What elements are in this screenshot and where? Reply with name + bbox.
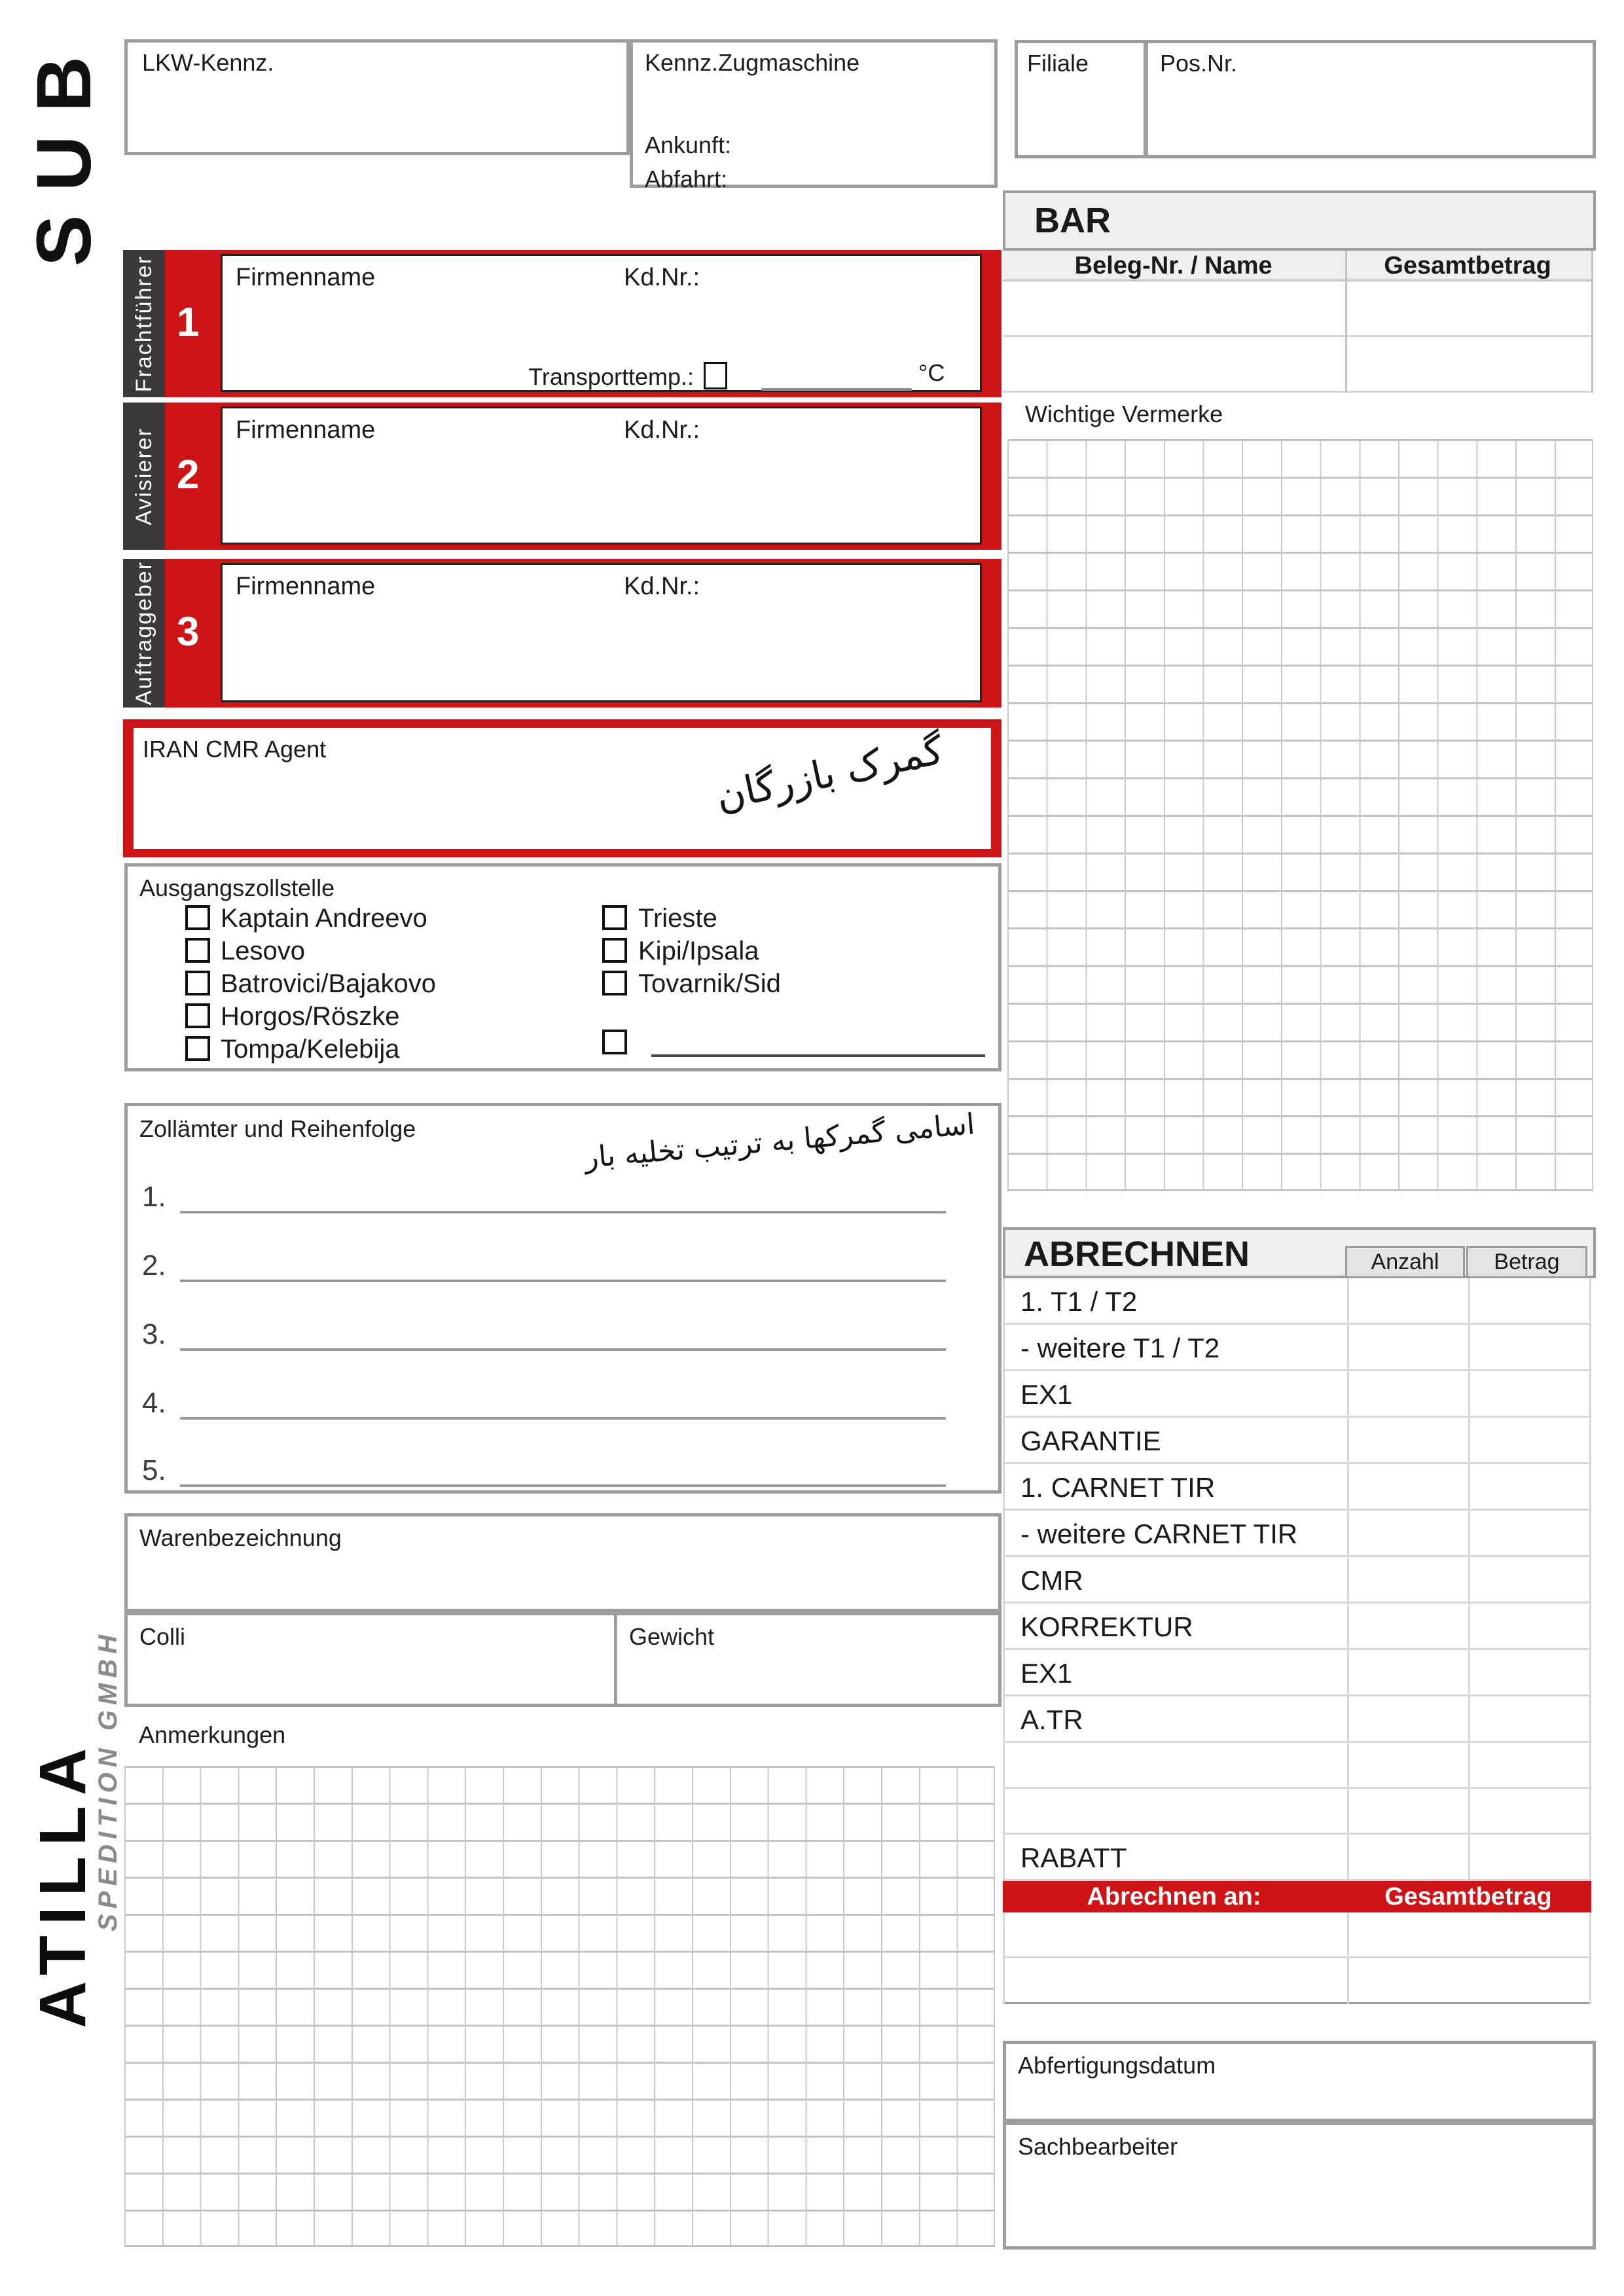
bar-table: [1003, 251, 1593, 393]
abrechnen-divider-betrag: [1468, 1278, 1470, 1881]
checkbox-trieste[interactable]: [602, 905, 627, 930]
option-trieste: Trieste: [638, 904, 717, 933]
option-batrovici-bajakovo: Batrovici/Bajakovo: [221, 969, 437, 998]
zoll-line-4[interactable]: [180, 1384, 946, 1420]
zoll-line-5[interactable]: [180, 1452, 946, 1487]
section-number-1: 1: [177, 300, 200, 345]
option-tovarnik-sid: Tovarnik/Sid: [638, 969, 781, 998]
avisierer-firmenname-box[interactable]: [221, 406, 982, 545]
checkbox-batrovici-bajakovo[interactable]: [185, 971, 210, 996]
frachtfuehrer-firmenname-box[interactable]: [221, 254, 982, 392]
abrechnen-table: [1003, 1278, 1591, 2004]
ausgangszollstelle-box: [124, 863, 1001, 1071]
iran-cmr-agent-label: IRAN CMR Agent: [143, 736, 327, 762]
auftraggeber-red-panel: [165, 559, 1001, 708]
zollaemter-handwriting: اسامی گمرکها به ترتیب تخلیه بار: [583, 1107, 977, 1175]
abrechnen-footer-bar: [1003, 1881, 1591, 1912]
auftraggeber-strip: [123, 559, 165, 708]
zoll-line-1[interactable]: [180, 1178, 946, 1213]
ankunft-label: Ankunft:: [645, 132, 732, 158]
wichtige-vermerke-grid[interactable]: [1007, 439, 1593, 1191]
warenbezeichnung-box[interactable]: [124, 1513, 1001, 1612]
abrechnen-row-rabatt[interactable]: RABATT: [1005, 1835, 1589, 1881]
frachtfuehrer-red-panel: [165, 250, 1001, 397]
frachtfuehrer-label: Frachtführer: [131, 255, 156, 393]
abrechnen-row-garantie[interactable]: GARANTIE: [1005, 1418, 1589, 1464]
transporttemp-unit: °C: [918, 359, 945, 386]
filiale-box[interactable]: [1015, 40, 1147, 158]
kd-nr-label-3: Kd.Nr.:: [624, 573, 700, 600]
checkbox-tompa-kelebija[interactable]: [185, 1036, 210, 1061]
abfertigungsdatum-box[interactable]: [1003, 2041, 1596, 2122]
avisierer-red-panel: [165, 403, 1001, 550]
abrechnen-row-cmr[interactable]: CMR: [1005, 1557, 1589, 1604]
sachbearbeiter-label: Sachbearbeiter: [1018, 2133, 1178, 2160]
firmenname-label-1: Firmenname: [236, 264, 376, 291]
sachbearbeiter-box[interactable]: [1003, 2122, 1596, 2250]
abrechnen-divider-anzahl: [1347, 1278, 1349, 1881]
anzahl-column-header: Anzahl: [1345, 1246, 1465, 1278]
section-number-3: 3: [177, 609, 200, 655]
atilla-logo-text: ATILLA: [26, 1738, 99, 2029]
anmerkungen-label: Anmerkungen: [139, 1721, 286, 1748]
line-number-4: 4.: [142, 1387, 166, 1419]
beleg-nr-name-header: Beleg-Nr. / Name: [1074, 252, 1272, 279]
firmenname-label-3: Firmenname: [236, 573, 376, 600]
bar-row-1[interactable]: [1003, 281, 1591, 337]
sub-logo: [18, 33, 110, 288]
abrechnen-row-weitere-t1t2[interactable]: - weitere T1 / T2: [1005, 1325, 1589, 1371]
checkbox-other-zollstelle[interactable]: [602, 1030, 627, 1054]
pos-nr-label: Pos.Nr.: [1160, 50, 1238, 77]
checkbox-lesovo[interactable]: [185, 938, 210, 963]
kd-nr-label-1: Kd.Nr.:: [624, 264, 700, 291]
abrechnen-row-weitere-carnet-tir[interactable]: - weitere CARNET TIR: [1005, 1511, 1589, 1557]
option-tompa-kelebija: Tompa/Kelebija: [221, 1035, 400, 1064]
abrechnen-row-ex1-2[interactable]: EX1: [1005, 1650, 1589, 1696]
ausgangszollstelle-title: Ausgangszollstelle: [139, 874, 335, 901]
abfertigungsdatum-label: Abfertigungsdatum: [1018, 2052, 1216, 2079]
line-number-3: 3.: [142, 1318, 166, 1350]
option-horgos-roeszke: Horgos/Röszke: [221, 1002, 400, 1031]
colli-box[interactable]: [124, 1612, 617, 1707]
other-zollstelle-line[interactable]: [651, 1027, 985, 1057]
abrechnen-row-ex1[interactable]: EX1: [1005, 1371, 1589, 1418]
option-kaptain-andreevo: Kaptain Andreevo: [221, 904, 427, 933]
transporttemp-checkbox[interactable]: [704, 362, 727, 389]
option-lesovo: Lesovo: [221, 937, 305, 965]
frachtfuehrer-strip: [123, 250, 165, 397]
zollaemter-title: Zollämter und Reihenfolge: [139, 1115, 416, 1142]
bar-table-header-row: [1003, 251, 1591, 281]
betrag-column-header: Betrag: [1466, 1246, 1587, 1278]
iran-cmr-agent-box[interactable]: [134, 728, 991, 849]
zugmaschine-box[interactable]: [630, 39, 998, 192]
auftraggeber-firmenname-box[interactable]: [221, 563, 982, 702]
abrechnen-settle-row-2[interactable]: [1005, 1958, 1589, 2004]
spedition-gmbh-tagline: SPEDITION GMBH: [93, 1630, 122, 1931]
abrechnen-settle-divider: [1347, 1912, 1349, 2004]
colli-label: Colli: [139, 1623, 186, 1650]
abrechnen-empty-row-1[interactable]: [1005, 1743, 1589, 1789]
gewicht-box[interactable]: [614, 1612, 1001, 1707]
abrechnen-settle-row-1[interactable]: [1005, 1912, 1589, 1958]
avisierer-label: Avisierer: [131, 427, 156, 526]
gesamtbetrag-footer-label: Gesamtbetrag: [1384, 1883, 1552, 1910]
gesamtbetrag-header: Gesamtbetrag: [1384, 252, 1551, 279]
bar-title: BAR: [1034, 201, 1111, 240]
filiale-label: Filiale: [1027, 50, 1089, 77]
lkw-kennz-box[interactable]: [124, 39, 630, 155]
abrechnen-row-atr[interactable]: A.TR: [1005, 1696, 1589, 1743]
checkbox-horgos-roeszke[interactable]: [185, 1003, 210, 1028]
transporttemp-input-line[interactable]: [761, 361, 912, 391]
auftraggeber-label: Auftraggeber: [131, 561, 156, 706]
abrechnen-an-label: Abrechnen an:: [1087, 1883, 1261, 1910]
sub-logo-text: SUB: [21, 33, 107, 267]
checkbox-kipi-ipsala[interactable]: [602, 938, 627, 963]
transporttemp-label: Transporttemp.:: [528, 363, 694, 390]
bar-row-2[interactable]: [1003, 337, 1591, 393]
zoll-line-2[interactable]: [180, 1247, 946, 1282]
line-number-1: 1.: [142, 1181, 166, 1213]
anmerkungen-grid[interactable]: [124, 1766, 995, 2247]
abrechnen-row-t1t2[interactable]: 1. T1 / T2: [1005, 1278, 1589, 1325]
bar-header: [1003, 190, 1596, 251]
wichtige-vermerke-label: Wichtige Vermerke: [1025, 401, 1223, 427]
lkw-kennz-label: LKW-Kennz.: [142, 49, 274, 76]
zoll-line-3[interactable]: [180, 1316, 946, 1351]
abfahrt-label: Abfahrt:: [645, 166, 728, 192]
abrechnen-header: [1003, 1227, 1596, 1278]
abrechnen-title: ABRECHNEN: [1024, 1234, 1250, 1274]
iran-cmr-agent-panel: [123, 719, 1001, 857]
abrechnen-row-korrektur[interactable]: KORREKTUR: [1005, 1604, 1589, 1650]
zollaemter-box: [124, 1103, 1001, 1494]
kd-nr-label-2: Kd.Nr.:: [624, 416, 700, 444]
warenbezeichnung-label: Warenbezeichnung: [139, 1524, 342, 1551]
checkbox-kaptain-andreevo[interactable]: [185, 905, 210, 930]
iran-agent-handwriting: گمرک بازرگان: [712, 727, 948, 820]
abrechnen-empty-row-2[interactable]: [1005, 1789, 1589, 1835]
section-number-2: 2: [177, 452, 200, 497]
bar-column-divider: [1345, 251, 1347, 393]
firmenname-label-2: Firmenname: [236, 416, 376, 444]
line-number-2: 2.: [142, 1249, 166, 1282]
avisierer-strip: [123, 403, 165, 550]
pos-nr-box[interactable]: [1145, 40, 1596, 158]
gewicht-label: Gewicht: [629, 1623, 715, 1650]
line-number-5: 5.: [142, 1454, 166, 1486]
spedition-gmbh-tagline-wrap: [88, 1630, 128, 1934]
zugmaschine-label: Kennz.Zugmaschine: [645, 49, 860, 76]
checkbox-tovarnik-sid[interactable]: [602, 971, 627, 996]
option-kipi-ipsala: Kipi/Ipsala: [638, 937, 759, 965]
abrechnen-row-carnet-tir[interactable]: 1. CARNET TIR: [1005, 1464, 1589, 1511]
